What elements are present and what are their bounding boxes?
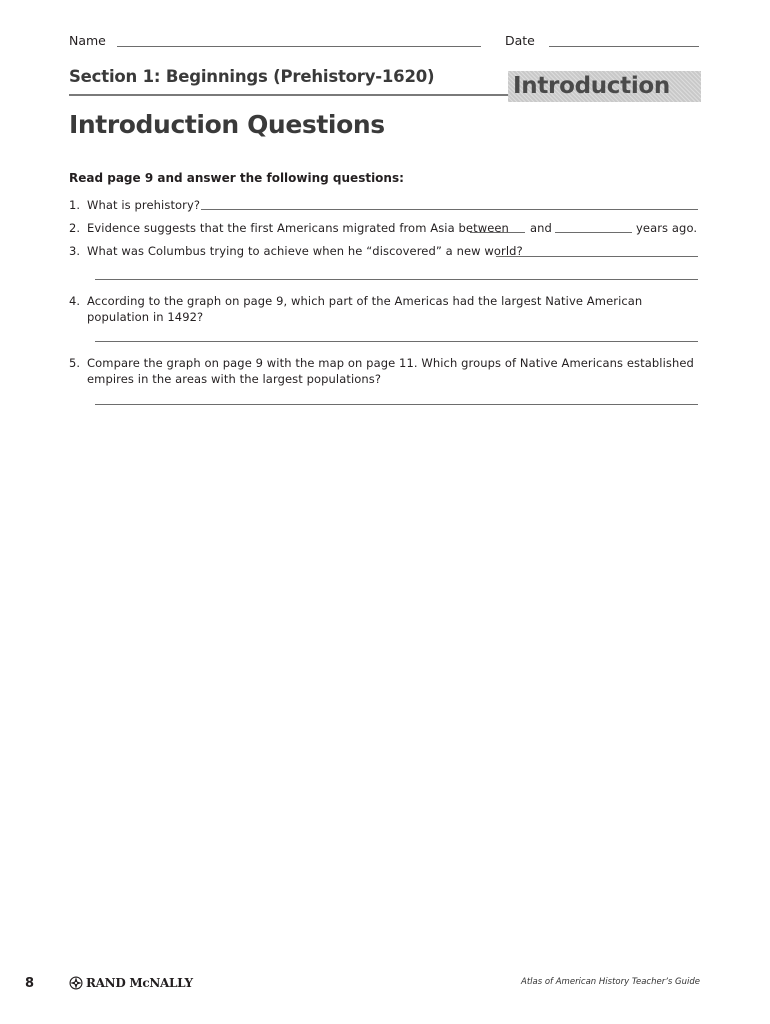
page-title: Introduction Questions bbox=[69, 110, 385, 139]
question-number: 3. bbox=[69, 244, 80, 258]
section-divider bbox=[69, 94, 510, 96]
answer-blank[interactable] bbox=[555, 232, 632, 233]
date-answer-line[interactable] bbox=[549, 46, 699, 47]
instructions: Read page 9 and answer the following questions: bbox=[69, 171, 404, 185]
name-label: Name bbox=[69, 33, 106, 48]
answer-line[interactable] bbox=[95, 341, 698, 342]
section-tab bbox=[508, 71, 701, 102]
question-number: 2. bbox=[69, 221, 80, 235]
page-number: 8 bbox=[25, 976, 35, 991]
question-text-end: years ago. bbox=[636, 221, 698, 235]
question-number: 5. bbox=[69, 356, 80, 370]
publisher-logo bbox=[69, 976, 193, 990]
answer-blank[interactable] bbox=[470, 232, 525, 233]
answer-line[interactable] bbox=[496, 256, 698, 257]
answer-line[interactable] bbox=[95, 279, 698, 280]
section-tab-label: Introduction bbox=[513, 73, 670, 99]
answer-line[interactable] bbox=[201, 209, 698, 210]
question-text: Evidence suggests that the first Americans migrated from Asia between bbox=[87, 221, 509, 235]
answer-line[interactable] bbox=[95, 404, 698, 405]
section-title: Section 1: Beginnings (Prehistory-1620) bbox=[69, 67, 435, 86]
question-number: 1. bbox=[69, 198, 80, 212]
question-text: According to the graph on page 9, which part of the Americas had the largest Native American population in 1492? bbox=[87, 294, 643, 324]
question-number: 4. bbox=[69, 294, 80, 308]
compass-rose-icon bbox=[69, 976, 83, 990]
publisher-name: RAND McNALLY bbox=[86, 976, 193, 990]
question-text: Compare the graph on page 9 with the map on page 11. Which groups of Native Americans established empires in the areas with the largest populations? bbox=[87, 356, 694, 386]
date-label: Date bbox=[505, 33, 535, 48]
name-answer-line[interactable] bbox=[117, 46, 481, 47]
guide-title: Atlas of American History Teacher’s Guide bbox=[521, 977, 700, 987]
question-text: What is prehistory? bbox=[87, 198, 201, 212]
question-text: What was Columbus trying to achieve when he “discovered” a new world? bbox=[87, 244, 523, 258]
question-text-and: and bbox=[530, 221, 552, 235]
